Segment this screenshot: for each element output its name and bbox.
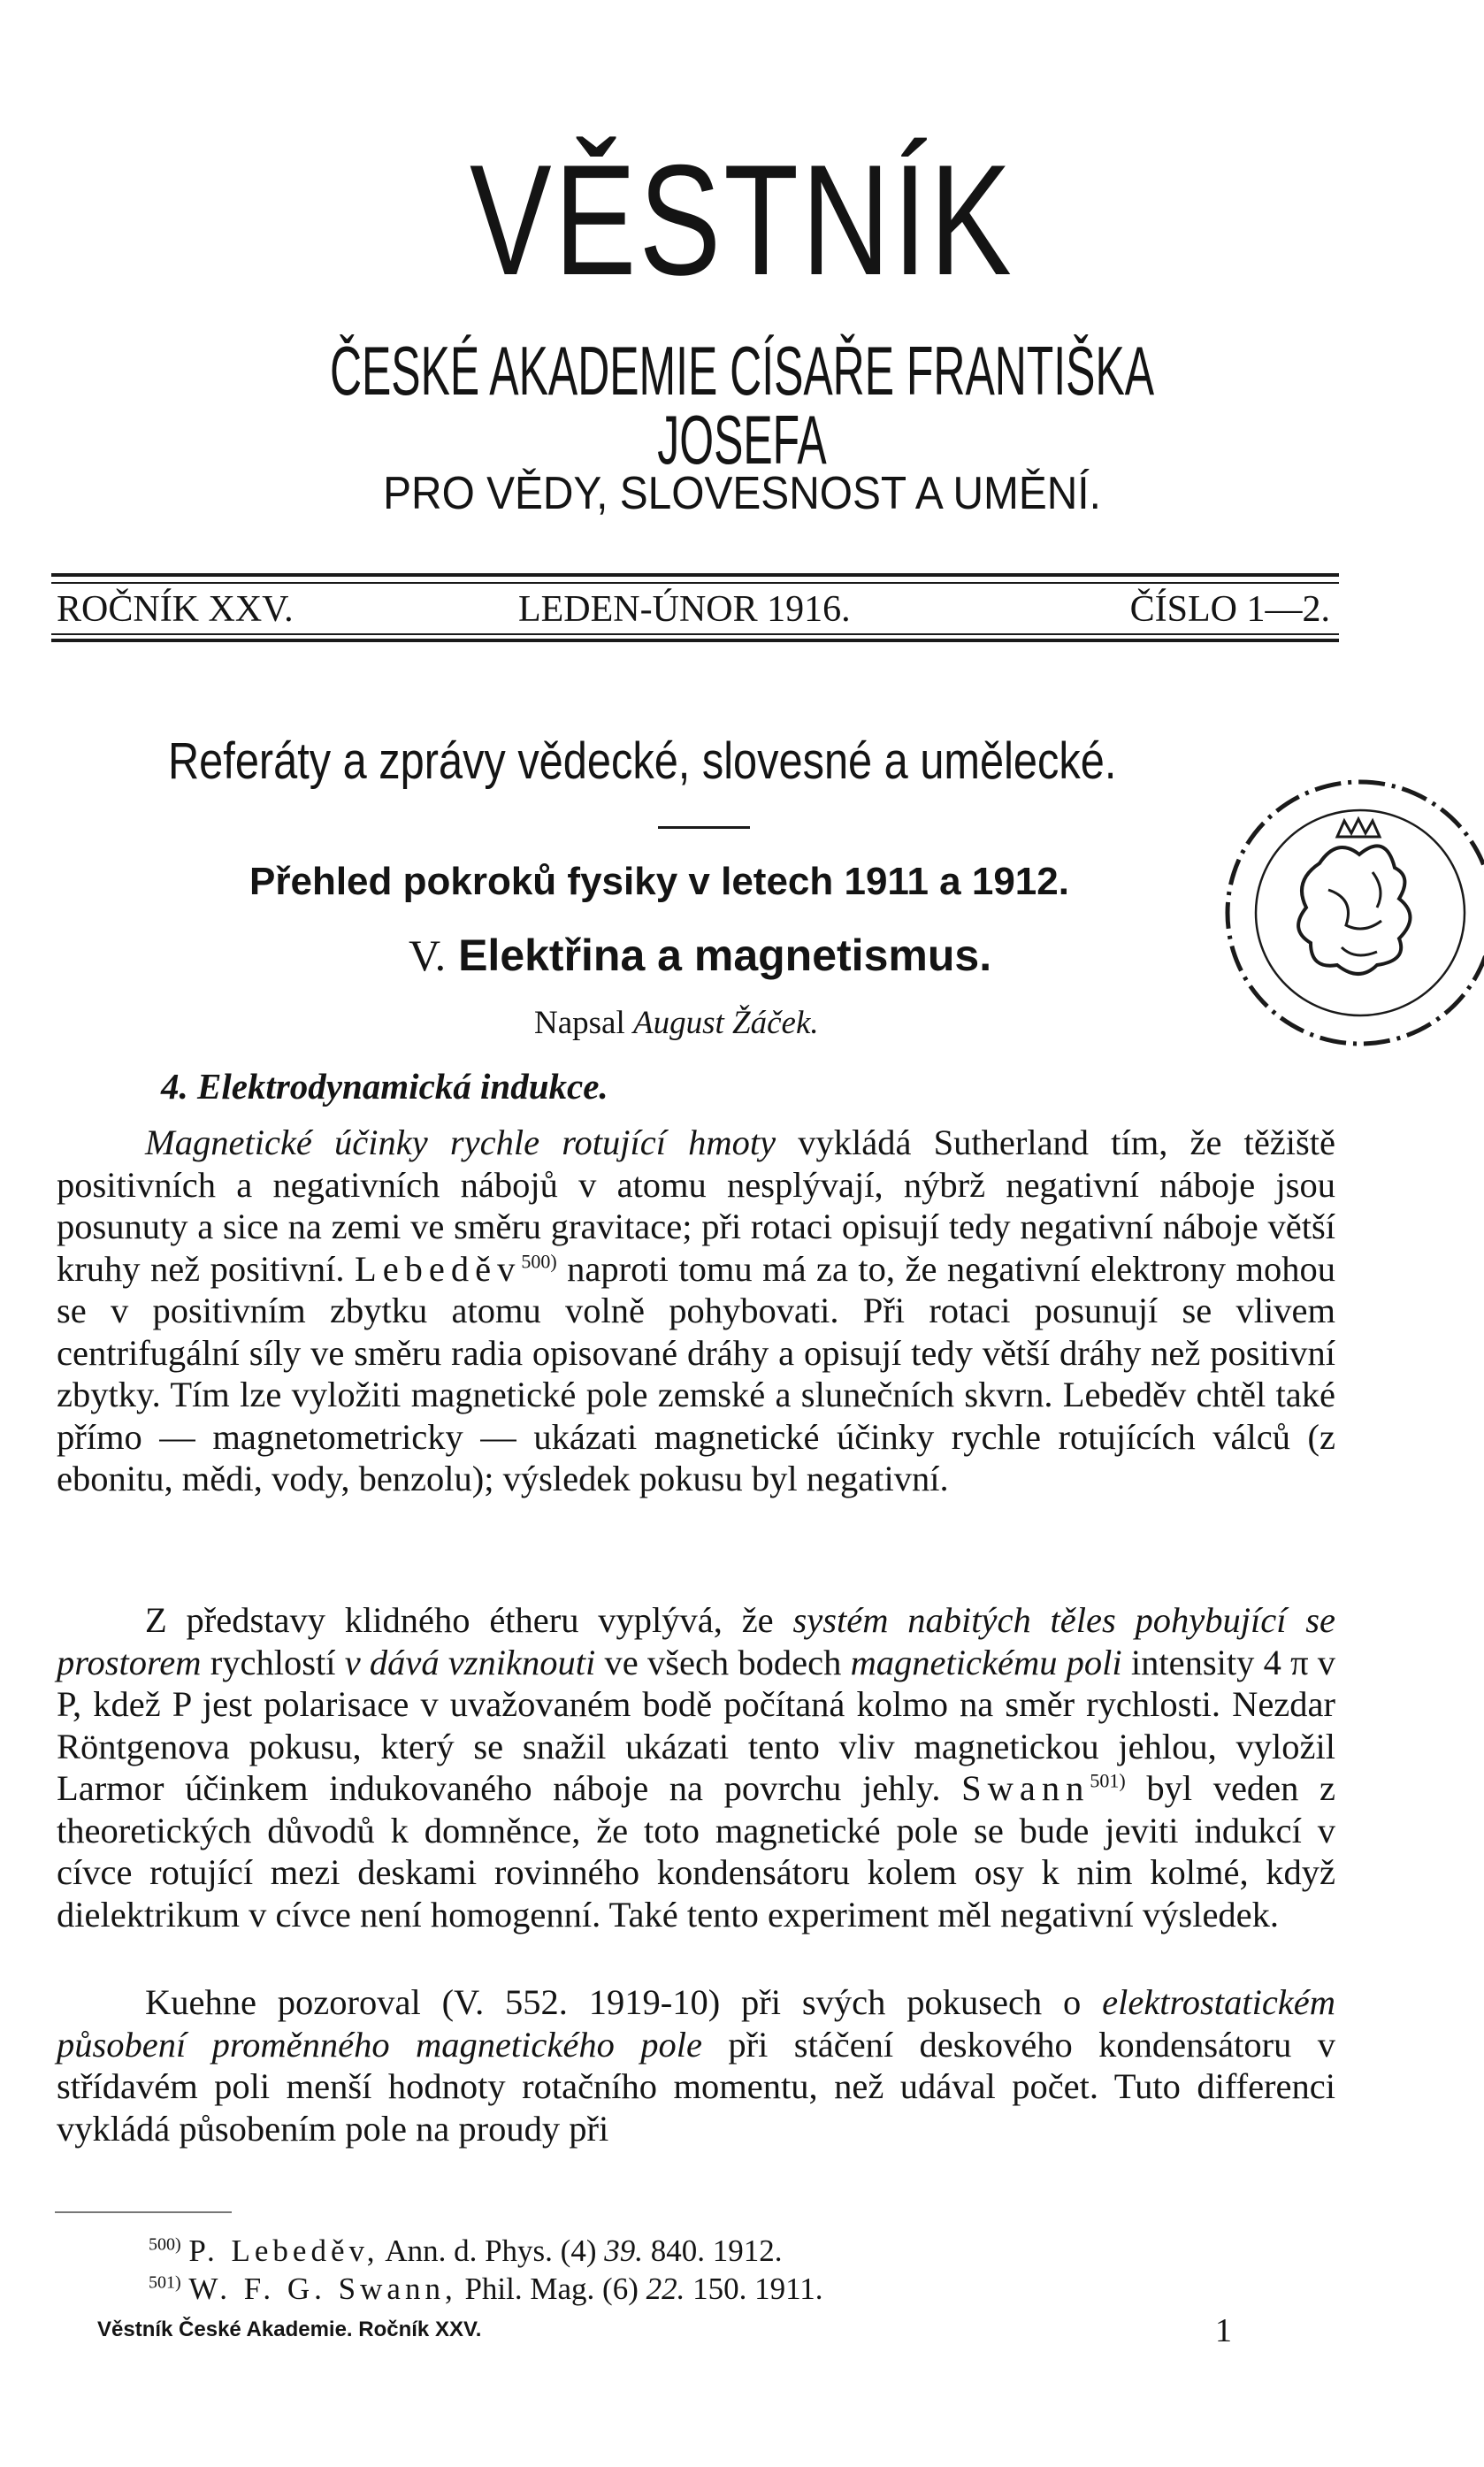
- article-series-title: Přehled pokroků fysiky v letech 1911 a 1912.: [249, 860, 1069, 903]
- page-number: 1: [1215, 2312, 1232, 2349]
- issue-date: LEDEN-ÚNOR 1916.: [518, 589, 851, 630]
- p2-text-c: ve všech bodech: [595, 1642, 851, 1682]
- section-heading: Referáty a zprávy vědecké, slovesné a umělecké.: [168, 732, 1117, 790]
- footnote-ref-500: 500): [521, 1250, 557, 1272]
- author-line: [534, 1007, 819, 1039]
- issue-volume: ROČNÍK XXV.: [57, 589, 294, 630]
- journal-subtitle: ČESKÉ AKADEMIE CÍSAŘE FRANTIŠKA JOSEFA: [329, 332, 1155, 479]
- p1-name-lebedev: Lebeděv: [354, 1248, 522, 1289]
- paragraph-2: [57, 1599, 1335, 1935]
- issue-number: ČÍSLO 1—2.: [1129, 589, 1330, 630]
- running-footer: Věstník České Akademie. Ročník XXV.: [97, 2318, 482, 2341]
- subsection-heading: 4. Elektrodynamická indukce.: [161, 1066, 608, 1107]
- p2-name-swann: Swann: [961, 1768, 1090, 1808]
- journal-subtitle-2: PRO VĚDY, SLOVESNOST A UMĚNÍ.: [383, 468, 1101, 519]
- p3-text-a: Kuehne pozoroval (V. 552. 1919-10) při svých pokusech o: [145, 1982, 1103, 2022]
- p1-text-a: vykládá Sutherland tím, že těžiště positivních a negativních nábojů v atomu nesplývají, nýbrž negativní náboje jsou posunuty a sice na zemi ve směru gravitace; při rotaci opisují tedy negativní náboje větší kruhy než positivní.: [57, 1122, 1336, 1289]
- p2-emphasis-a: systém nabitých těles pohybující se prostorem: [57, 1600, 1336, 1682]
- footnote-501: [149, 2273, 823, 2304]
- p2-text-a: Z představy klidného étheru vyplývá, že: [145, 1600, 793, 1640]
- footnote-separator: [55, 2211, 232, 2213]
- p3-text-b: při stáčení deskového kondensátoru v střídavém poli menší hodnoty rotačního momentu, než udával počet. Tuto differenci vykládá působením pole na proudy při: [57, 2024, 1335, 2149]
- footnote-pages: 840. 1912.: [650, 2233, 783, 2268]
- chapter-title: [409, 931, 992, 980]
- footnote-mark: 500): [149, 2234, 181, 2255]
- p2-text-e: byl veden z theoretických důvodů k domněnce, že toto magnetické pole se bude jeviti indukcí v cívce rotující mezi deskami rovinného kondensátoru kolem osy k nim kolmé, když dielektrikum v cívce není homogenní. Také tento experiment měl negativní výsledek.: [57, 1768, 1335, 1935]
- footnote-journal: Phil. Mag. (6): [464, 2272, 639, 2306]
- chapter-number: V.: [409, 931, 447, 980]
- paragraph-1: [57, 1122, 1335, 1500]
- footnote-author: P. Lebeděv,: [188, 2233, 379, 2268]
- p1-text-b: naproti tomu má za to, že negativní elektrony mohou se v positivním zbytku atomu volně pohybovati. Při rotaci posunují se vlivem centrifugální síly ve směru radia opisované dráhy a opisují tedy větší dráhy než positivní zbytky. Tím lze vyložiti magnetické pole zemské a slunečních skvrn. Lebeděv chtěl také přímo — magnetometricky — ukázati magnetické účinky rychle rotujících válců (z ebonitu, mědi, vody, benzolu); výsledek pokusu byl negativní.: [57, 1248, 1335, 1498]
- paragraph-3: [57, 1981, 1335, 2149]
- library-stamp-icon: [1196, 739, 1484, 1088]
- footnote-ref-501: 501): [1090, 1769, 1126, 1792]
- footnote-500: [149, 2235, 782, 2266]
- p2-emphasis-b: v dává vzniknouti: [344, 1642, 596, 1682]
- p2-text-d: intensity 4 π v P, kdež P jest polarisace v uvažovaném bodě počítaná kolmo na směr rychlosti. Nezdar Röntgenova pokusu, který se snažil ukázati tento vliv magnetickou jehlou, vyložil Larmor účinkem indukovaného náboje na povrchu jehly.: [57, 1642, 1335, 1808]
- author-prefix: Napsal: [534, 1005, 625, 1041]
- chapter-name: Elektřina a magnetismus.: [458, 931, 992, 980]
- p3-emphasis: elektrostatickém působení proměnného magnetického pole: [57, 1982, 1335, 2065]
- section-divider: [658, 826, 750, 829]
- masthead-rule-top-thin: [51, 582, 1339, 584]
- masthead-rule-bottom: [51, 639, 1339, 642]
- p1-emphasis: Magnetické účinky rychle rotující hmoty: [145, 1122, 776, 1162]
- issue-info-row: [57, 587, 1330, 632]
- footnote-volume: 39.: [604, 2233, 643, 2268]
- footnote-pages: 150. 1911.: [692, 2272, 823, 2306]
- journal-title: VĚSTNÍK: [470, 132, 1014, 308]
- masthead-rule-bottom-thin: [51, 633, 1339, 635]
- footnote-volume: 22.: [646, 2272, 685, 2306]
- footnote-author: W. F. G. Swann,: [188, 2272, 457, 2306]
- author-name: August Žáček.: [633, 1005, 819, 1041]
- footnote-journal: Ann. d. Phys. (4): [385, 2233, 597, 2268]
- footnote-mark: 501): [149, 2272, 181, 2293]
- p2-text-b: rychlostí: [201, 1642, 345, 1682]
- p2-emphasis-c: magnetickému poli: [850, 1642, 1122, 1682]
- masthead-rule-top: [51, 573, 1339, 577]
